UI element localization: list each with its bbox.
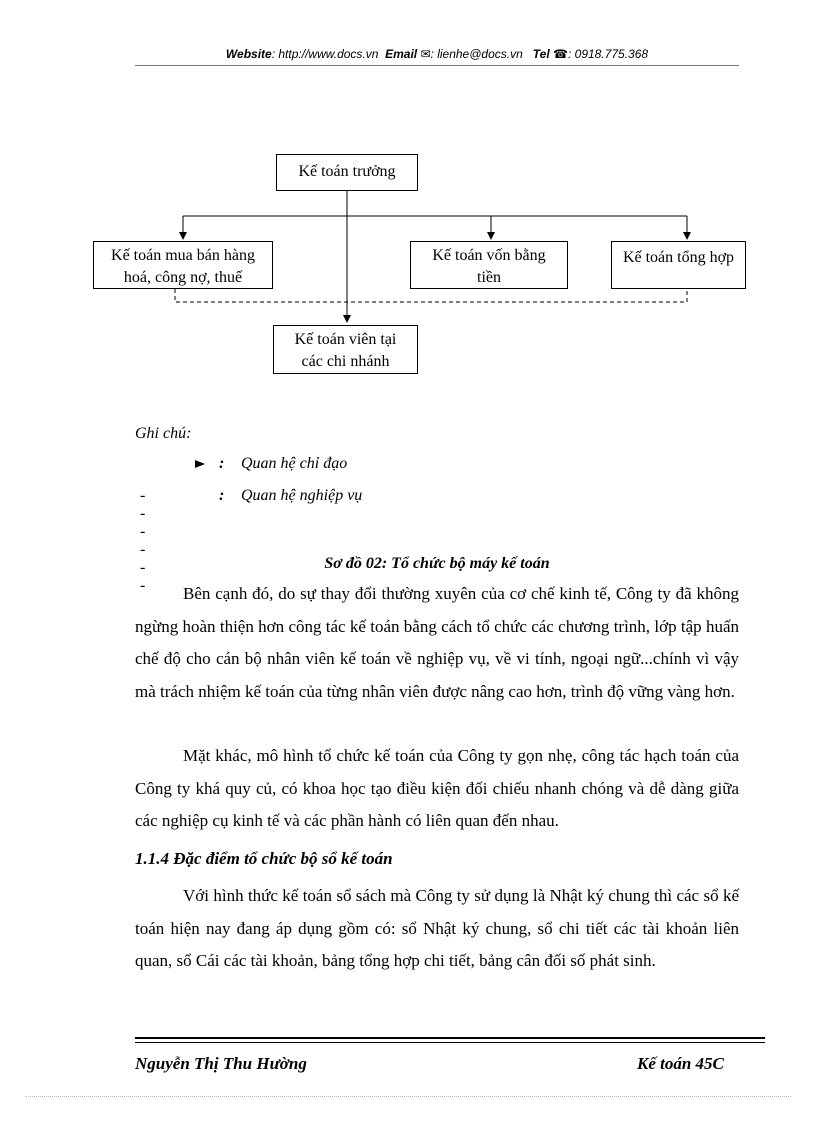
box-sales-line1: Kế toán mua bán hàng <box>111 247 255 264</box>
legend-title: Ghi chú: <box>135 425 192 442</box>
dashed-relation-line <box>175 289 687 302</box>
footer-class: Kế toán 45C <box>637 1054 724 1073</box>
email-label: Email <box>385 47 418 61</box>
box-general-accountant <box>611 241 746 289</box>
legend-dashed-colon: : <box>219 487 225 504</box>
box-chief-accountant <box>276 154 418 191</box>
box-cash-line1: Kế toán vốn bằng <box>432 247 546 264</box>
diagram-caption: Sơ đồ 02: Tổ chức bộ máy kế toán <box>324 555 550 572</box>
tel-value: : 0918.775.368 <box>567 47 649 61</box>
email-value: : lienhe@docs.vn <box>430 47 523 61</box>
box-cash-accountant <box>410 241 568 289</box>
website-label: Website <box>225 47 272 61</box>
footer-rule-thin <box>135 1042 765 1043</box>
box-sales-line2: hoá, công nợ, thuế <box>123 269 243 286</box>
box-general-label: Kế toán tổng hợp <box>622 249 735 266</box>
footer-author: Nguyễn Thị Thu Hường <box>135 1054 307 1073</box>
box-branch-line2: các chi nhánh <box>301 353 390 370</box>
tel-label: Tel <box>532 47 550 61</box>
legend-dashed-symbol: ------ <box>140 487 148 594</box>
footer-rule-thick <box>135 1037 765 1039</box>
arrow-head-icon <box>195 460 207 470</box>
box-branch-accountant <box>273 325 418 374</box>
box-chief-accountant-label: Kế toán trưởng <box>298 163 396 180</box>
paragraph-2: Mặt khác, mô hình tổ chức kế toán của Công ty gọn nhẹ, công tác hạch toán của Công ty khá quy củ, có khoa học tạo điều kiện đối chiếu nhanh chóng và dễ dàng giữa các nghiệp cụ kinh tế và các phần hành có liên quan đến nhau. <box>135 746 739 830</box>
box-sales-accountant <box>93 241 273 289</box>
legend-dashed-label: Quan hệ nghiệp vụ <box>241 487 363 504</box>
paragraph-3: Với hình thức kế toán sổ sách mà Công ty sử dụng là Nhật ký chung thì các sổ kế toán hiện nay đang áp dụng gồm có: sổ Nhật ký chung, sổ chi tiết các tài khoản liên quan, sổ Cái các tài khoản, bảng tổng hợp chi tiết, bảng cân đối số phát sinh. <box>135 886 739 970</box>
section-heading: 1.1.4 Đặc điểm tổ chức bộ sổ kế toán <box>135 849 393 868</box>
page-bottom-rule <box>25 1096 791 1097</box>
paragraph-1: Bên cạnh đó, do sự thay đổi thường xuyên của cơ chế kinh tế, Công ty đã không ngừng hoàn thiện hơn công tác kế toán bằng cách tổ chức các chương trình, lớp tập huấn chế độ cho cán bộ nhân viên kế toán về nghiệp vụ, về vi tính, ngoại ngữ...chính vì vậy mà trách nhiệm kế toán của từng nhân viên được nâng cao hơn, trình độ vững vàng hơn. <box>135 584 739 701</box>
phone-icon: ☎ <box>553 47 568 61</box>
website-value: : http://www.docs.vn <box>271 47 379 61</box>
box-cash-line2: tiền <box>477 269 501 286</box>
legend-solid-colon: : <box>219 455 225 472</box>
box-branch-line1: Kế toán viên tại <box>294 331 397 348</box>
legend-solid-label: Quan hệ chỉ đạo <box>241 455 348 472</box>
mail-icon: ✉ <box>420 47 431 61</box>
